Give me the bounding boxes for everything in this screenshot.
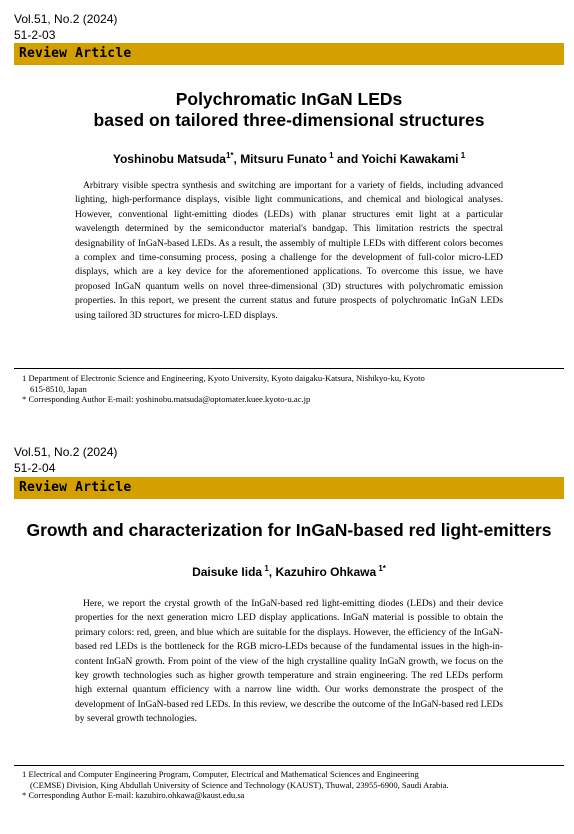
volume-label: Vol.51, No.2 (2024) — [14, 12, 118, 26]
author-name: Kazuhiro Ohkawa — [275, 565, 377, 579]
abstract-text: Arbitrary visible spectra synthesis and switching are important for a variety of fields, including advanced lighting, high-performance displays, visible light communications, and chemical and biological analyses. However, conventional light-emitting diodes (LEDs) with planar structures emit light at a particular wavelength determined by the semiconductor material's bandgap. This limitation restricts the spectral designability of InGaN-based LEDs. As a result, the assembly of multiple LEDs with different colors becomes a complex and time-consuming process, posing a challenge for the development of full-color micro-LED displays, which are a key device for the aforementioned applications. To overcome this issue, we have proposed InGaN quantum wells on novel three-dimensional (3D) structures with polychromatic emission properties. In this report, we present the current status and future prospects of polychromatic InGaN LEDs using tailored 3D structures for micro-LED displays. — [75, 180, 503, 321]
title-line: based on tailored three-dimensional structures — [93, 110, 485, 130]
article-code: 51-2-03 — [14, 28, 56, 42]
author-separator: , — [233, 152, 241, 166]
category-label: Review Article — [19, 46, 132, 61]
author-list — [14, 149, 564, 166]
volume-label: Vol.51, No.2 (2024) — [14, 445, 118, 459]
author-separator: , — [268, 565, 276, 579]
footnote-divider — [14, 368, 564, 369]
author-separator: and — [333, 152, 362, 166]
author-name: Daisuke Iida — [192, 565, 263, 579]
footnote-corresponding-author: * Corresponding Author E-mail: yoshinobu.matsuda@optomater.kuee.kyoto-u.ac.jp — [22, 394, 311, 404]
article-code: 51-2-04 — [14, 461, 56, 475]
footnote-divider — [14, 765, 564, 766]
author-affiliation-mark: 1* — [376, 564, 386, 573]
footnote-affiliation: 1 Department of Electronic Science and Engineering, Kyoto University, Kyoto daigaku-Katsura, Nishikyo-ku, Kyoto — [22, 373, 425, 383]
author-affiliation-mark: 1 — [262, 564, 269, 573]
article-title — [14, 520, 564, 541]
footnotes — [22, 769, 542, 801]
author-affiliation-mark: 1 — [458, 151, 466, 160]
category-band — [14, 477, 564, 499]
author-affiliation-mark: 1* — [225, 151, 234, 160]
author-name: Mitsuru Funato — [240, 152, 327, 166]
footnote-affiliation-continued: 615-8510, Japan — [30, 383, 87, 394]
footnote-affiliation: 1 Electrical and Computer Engineering Program, Computer, Electrical and Mathematical Sciences and Engineering — [22, 769, 419, 779]
footnote-affiliation-continued: (CEMSE) Division, King Abdullah University of Science and Technology (KAUST), Thuwal, 23955-6900, Saudi Arabia. — [30, 779, 449, 790]
category-band — [14, 43, 564, 65]
footnotes — [22, 373, 542, 405]
abstract-text: Here, we report the crystal growth of the InGaN-based red light-emitting diodes (LEDs) and their device properties for the next generation micro LED display applications. InGaN material is possible to obtain the primary colors: red, green, and blue which are suitable for the displays. However, the efficiency of the InGaN-based red LEDs is the bottleneck for the RGB micro-LEDs because of the fundamental issues in the high-in-content InGaN growth. From point of the view of the high crystalline quality InGaN growth, we focus on the key growth technologies such as higher growth temperature and strain engineering. The red LEDs perform high external quantum efficiency with a narrow line width. Our works demonstrate the prospect of the development of InGaN-based red LEDs. In this review, we describe the outcome of the InGaN-based red LEDs by several growth technologies. — [75, 598, 503, 725]
author-affiliation-mark: 1 — [326, 151, 334, 160]
title-line: Polychromatic InGaN LEDs — [175, 89, 403, 109]
footnote-corresponding-author: * Corresponding Author E-mail: kazuhiro.ohkawa@kaust.edu.sa — [22, 790, 245, 800]
author-name: Yoichi Kawakami — [361, 152, 459, 166]
author-name: Yoshinobu Matsuda — [112, 152, 226, 166]
author-list — [14, 562, 564, 579]
article-title — [14, 89, 564, 131]
category-label: Review Article — [19, 480, 132, 495]
title-line: Growth and characterization for InGaN-based red light-emitters — [26, 520, 552, 540]
